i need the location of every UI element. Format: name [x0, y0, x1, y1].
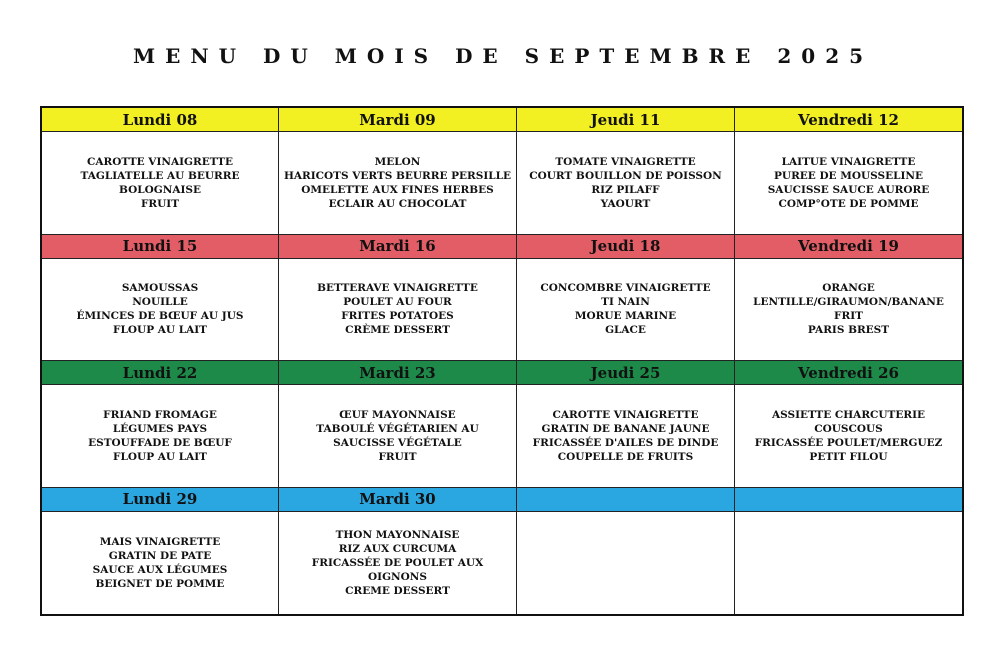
- menu-dish: FLOUP AU LAIT: [113, 450, 207, 463]
- day-menu: [735, 132, 962, 235]
- menu-dish: CAROTTE VINAIGRETTE: [87, 155, 233, 168]
- menu-dish: CAROTTE VINAIGRETTE: [552, 408, 699, 421]
- menu-dish: PUREE DE MOUSSELINE: [774, 169, 923, 182]
- menu-dish: FRIT: [834, 310, 863, 323]
- menu-dish: MELON: [374, 155, 421, 168]
- menu-dish: FLOUP AU LAIT: [113, 324, 207, 337]
- menu-dish: ASSIETTE CHARCUTERIE: [771, 408, 926, 421]
- menu-dish: SAUCISSE SAUCE AURORE: [767, 183, 930, 196]
- day-header: Vendredi 26: [735, 361, 962, 385]
- day-header: Lundi 15: [42, 235, 279, 259]
- menu-dish: THON MAYONNAISE: [335, 528, 460, 541]
- menu-dish: FRUIT: [140, 197, 180, 210]
- menu-dish: TABOULÉ VÉGÉTARIEN AU: [316, 422, 479, 435]
- menu-dish: HARICOTS VERTS BEURRE PERSILLE: [283, 169, 512, 182]
- day-menu: [42, 385, 279, 488]
- menu-dish: CRÈME DESSERT: [345, 324, 450, 337]
- menu-dish: PETIT FILOU: [809, 450, 888, 463]
- menu-dish: LAITUE VINAIGRETTE: [781, 155, 916, 168]
- day-header: Jeudi 11: [517, 108, 735, 132]
- day-header: Jeudi 25: [517, 361, 735, 385]
- day-menu: [517, 385, 735, 488]
- menu-dish: BEIGNET DE POMME: [95, 577, 225, 590]
- menu-dish: ŒUF MAYONNAISE: [339, 408, 456, 421]
- menu-dish: COUSCOUS: [814, 422, 883, 435]
- menu-table: [40, 106, 964, 616]
- day-menu: [517, 259, 735, 362]
- menu-dish: POULET AU FOUR: [343, 296, 452, 309]
- menu-dish: OMELETTE AUX FINES HERBES: [301, 183, 494, 196]
- menu-dish: NOUILLE: [132, 296, 188, 309]
- menu-dish: FRIAND FROMAGE: [103, 408, 217, 421]
- menu-dish: TOMATE VINAIGRETTE: [555, 155, 696, 168]
- day-header: Vendredi 12: [735, 108, 962, 132]
- day-header: Mardi 09: [279, 108, 517, 132]
- menu-dish: BETTERAVE VINAIGRETTE: [317, 282, 478, 295]
- day-header: Vendredi 19: [735, 235, 962, 259]
- menu-dish: TI NAIN: [601, 296, 650, 309]
- day-header: Lundi 29: [42, 488, 279, 512]
- menu-dish: SAUCE AUX LÉGUMES: [92, 563, 228, 576]
- menu-dish: MAIS VINAIGRETTE: [99, 535, 221, 548]
- menu-dish: OIGNONS: [368, 570, 427, 583]
- menu-dish: RIZ AUX CURCUMA: [338, 542, 457, 555]
- menu-dish: ECLAIR AU CHOCOLAT: [328, 197, 467, 210]
- menu-dish: MORUE MARINE: [574, 310, 677, 323]
- menu-dish: ESTOUFFADE DE BŒUF: [88, 436, 232, 449]
- menu-dish: RIZ PILAFF: [591, 183, 660, 196]
- day-menu: [42, 132, 279, 235]
- day-header: Lundi 22: [42, 361, 279, 385]
- menu-dish: CREME DESSERT: [345, 584, 450, 597]
- menu-dish: FRICASSÉE DE POULET AUX: [311, 556, 484, 569]
- day-header: Jeudi 18: [517, 235, 735, 259]
- menu-dish: ORANGE: [822, 282, 875, 295]
- day-menu: [735, 385, 962, 488]
- menu-dish: YAOURT: [600, 197, 651, 210]
- day-header: Mardi 16: [279, 235, 517, 259]
- day-menu: [279, 259, 517, 362]
- day-header: [517, 488, 735, 512]
- day-menu: [735, 512, 962, 615]
- day-header: [735, 488, 962, 512]
- menu-dish: LÉGUMES PAYS: [112, 422, 208, 435]
- menu-dish: GRATIN DE BANANE JAUNE: [541, 422, 710, 435]
- day-menu: [517, 132, 735, 235]
- menu-dish: SAUCISSE VÉGÉTALE: [333, 436, 462, 449]
- menu-dish: FRITES POTATOES: [341, 310, 454, 323]
- menu-dish: FRICASSÉE D'AILES DE DINDE: [532, 436, 719, 449]
- day-menu: [279, 132, 517, 235]
- menu-dish: ÉMINCES DE BŒUF AU JUS: [76, 310, 244, 323]
- menu-dish: COUPELLE DE FRUITS: [557, 450, 694, 463]
- menu-dish: TAGLIATELLE AU BEURRE: [80, 169, 240, 182]
- menu-dish: GLACE: [605, 324, 646, 337]
- page-title: MENU DU MOIS DE SEPTEMBRE 2025: [132, 44, 874, 68]
- menu-dish: FRUIT: [378, 450, 417, 463]
- menu-dish: CONCOMBRE VINAIGRETTE: [540, 282, 711, 295]
- menu-dish: GRATIN DE PATE: [108, 549, 212, 562]
- day-menu: [42, 259, 279, 362]
- day-header: Mardi 23: [279, 361, 517, 385]
- menu-dish: BOLOGNAISE: [119, 183, 201, 196]
- menu-dish: PARIS BREST: [807, 324, 890, 337]
- day-menu: [517, 512, 735, 615]
- menu-dish: COMP°OTE DE POMME: [778, 197, 919, 210]
- menu-dish: LENTILLE/GIRAUMON/BANANE: [753, 296, 944, 309]
- day-menu: [279, 512, 517, 615]
- day-menu: [42, 512, 279, 615]
- day-header: Lundi 08: [42, 108, 279, 132]
- menu-dish: FRICASSÉE POULET/MERGUEZ: [754, 436, 943, 449]
- menu-dish: COURT BOUILLON DE POISSON: [529, 169, 722, 182]
- day-menu: [279, 385, 517, 488]
- day-menu: [735, 259, 962, 362]
- menu-dish: SAMOUSSAS: [121, 282, 199, 295]
- day-header: Mardi 30: [279, 488, 517, 512]
